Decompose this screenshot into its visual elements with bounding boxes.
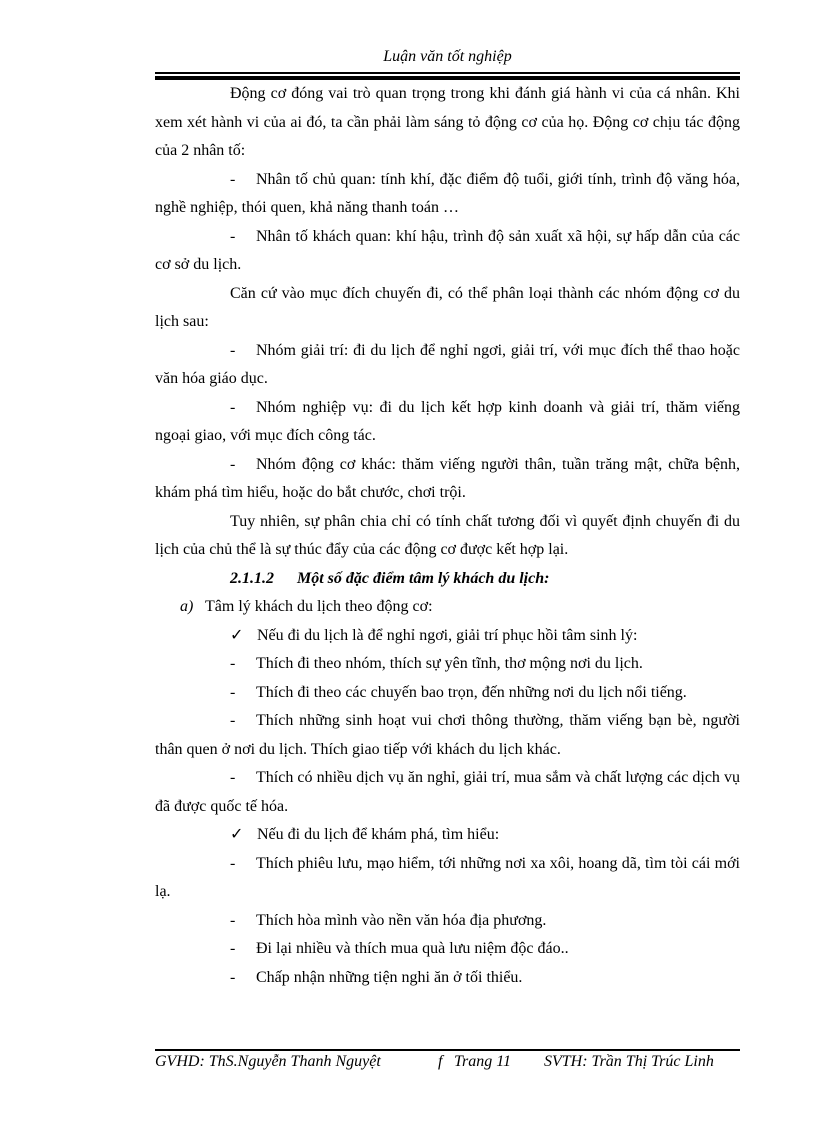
list-item — [155, 166, 740, 223]
dash-bullet: - — [230, 911, 236, 929]
check-item-text: Nếu đi du lịch là để nghỉ ngơi, giải trí phục hồi tâm sinh lý: — [257, 626, 638, 644]
dash-bullet: - — [230, 968, 236, 986]
list-item — [155, 907, 740, 936]
dash-bullet: - — [230, 712, 236, 729]
list-item-text: Nhóm giải trí: đi du lịch để nghỉ ngơi, giải trí, với mục đích thể thao hoặc văn hóa giáo dục. — [155, 341, 740, 387]
list-item — [155, 850, 740, 907]
list-item-text: Nhân tố khách quan: khí hậu, trình độ sản xuất xã hội, sự hấp dẫn của các cơ sở du lịch. — [155, 227, 740, 273]
footer-student: SVTH: Trần Thị Trúc Linh — [544, 1053, 714, 1070]
list-item — [155, 964, 740, 993]
list-item-text: Đi lại nhiều và thích mua quà lưu niệm độc đáo.. — [256, 940, 569, 957]
check-icon: ✓ — [230, 626, 244, 644]
list-item-text: Nhóm động cơ khác: thăm viếng người thân, tuần trăng mật, chữa bệnh, khám phá tìm hiểu, hoặc do bắt chước, chơi trội. — [155, 455, 740, 501]
subsection-letter: a) — [180, 598, 194, 615]
list-item-text: Thích đi theo các chuyến bao trọn, đến những nơi du lịch nổi tiếng. — [256, 683, 687, 701]
dash-bullet: - — [230, 398, 236, 416]
list-item-text: Chấp nhận những tiện nghi ăn ở tối thiểu. — [256, 968, 523, 986]
check-item — [155, 622, 740, 651]
footer-page-number: Trang 11 — [454, 1053, 512, 1070]
section-heading — [155, 565, 740, 594]
list-item-text: Thích hòa mình vào nền văn hóa địa phương. — [256, 911, 547, 929]
dash-bullet: - — [230, 769, 236, 786]
dash-bullet: - — [230, 455, 236, 473]
list-item-text: Thích những sinh hoạt vui chơi thông thường, thăm viếng bạn bè, người thân quen ở nơi du lịch. Thích giao tiếp với khách du lịch khác. — [155, 712, 740, 758]
dash-bullet: - — [230, 170, 236, 188]
footer-advisor: GVHD: ThS.Nguyễn Thanh Nguyệt — [155, 1053, 381, 1070]
check-icon: ✓ — [230, 826, 244, 843]
list-item-text: Nhóm nghiệp vụ: đi du lịch kết hợp kinh doanh và giải trí, thăm viếng ngoại giao, với mục đích công tác. — [155, 398, 740, 444]
list-item — [155, 394, 740, 451]
list-item-text: Thích đi theo nhóm, thích sự yên tĩnh, thơ mộng nơi du lịch. — [256, 655, 643, 672]
paragraph: Tuy nhiên, sự phân chia chỉ có tính chất tương đối vì quyết định chuyến đi du lịch của chủ thể là sự thúc đẩy của các động cơ được kết hợp lại. — [155, 512, 740, 558]
list-item-text: Thích có nhiều dịch vụ ăn nghỉ, giải trí, mua sắm và chất lượng các dịch vụ đã được quốc tế hóa. — [155, 769, 740, 815]
section-heading-text: Một số đặc điểm tâm lý khách du lịch: — [297, 569, 550, 587]
document-body — [155, 80, 740, 992]
page-header-title: Luận văn tốt nghiệp — [383, 48, 512, 65]
section-number: 2.1.1.2 — [230, 569, 274, 587]
list-item-text: Nhân tố chủ quan: tính khí, đặc điểm độ tuổi, giới tính, trình độ văng hóa, nghề nghiệp, thói quen, khả năng thanh toán … — [155, 170, 740, 216]
list-item — [155, 679, 740, 708]
list-item — [155, 650, 740, 679]
list-item — [155, 764, 740, 821]
subsection-heading — [155, 593, 740, 622]
list-item — [155, 337, 740, 394]
check-item-text: Nếu đi du lịch để khám phá, tìm hiểu: — [257, 826, 500, 843]
list-item — [155, 707, 740, 764]
list-item — [155, 223, 740, 280]
footer-page-glyph: f — [438, 1053, 443, 1070]
footer-divider — [155, 1049, 740, 1051]
list-item-text: Thích phiêu lưu, mạo hiểm, tới những nơi xa xôi, hoang dã, tìm tòi cái mới lạ. — [155, 854, 740, 900]
list-item — [155, 935, 740, 964]
check-item — [155, 821, 740, 850]
list-item — [155, 451, 740, 508]
paragraph: Động cơ đóng vai trò quan trọng trong khi đánh giá hành vi của cá nhân. Khi xem xét hành vi của ai đó, ta cần phải làm sáng tỏ động cơ của họ. Động cơ chịu tác động của 2 nhân tố: — [155, 85, 740, 159]
subsection-text: Tâm lý khách du lịch theo động cơ: — [205, 598, 433, 615]
dash-bullet: - — [230, 854, 236, 872]
header-divider-thin — [155, 72, 740, 74]
paragraph: Căn cứ vào mục đích chuyến đi, có thể phân loại thành các nhóm động cơ du lịch sau: — [155, 284, 740, 330]
dash-bullet: - — [230, 940, 236, 957]
dash-bullet: - — [230, 341, 236, 359]
dash-bullet: - — [230, 655, 236, 672]
dash-bullet: - — [230, 683, 236, 701]
dash-bullet: - — [230, 227, 236, 245]
